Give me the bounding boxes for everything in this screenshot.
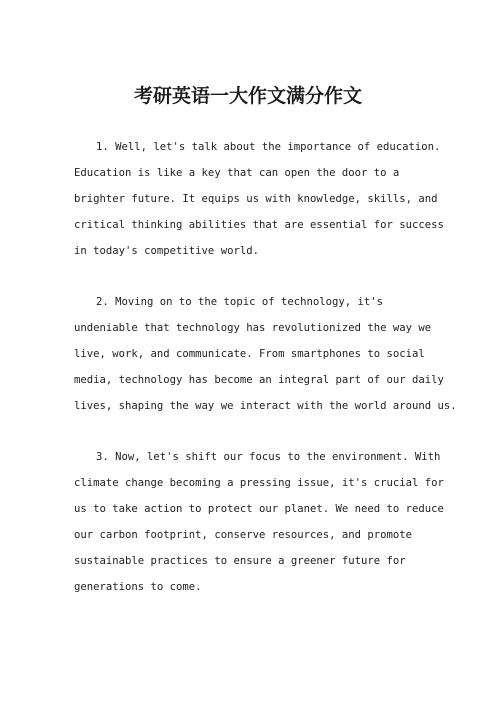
paragraph-line: lives, shaping the way we interact with the world around us. [74, 400, 457, 412]
paragraph-line: generations to come. [74, 581, 202, 593]
paragraph-line: sustainable practices to ensure a greener future for [74, 555, 406, 567]
paragraph-line: 1. Well, let's talk about the importance of education. [96, 141, 441, 153]
paragraph-line: undeniable that technology has revolutionized the way we [74, 322, 432, 334]
paragraph-line: us to take action to protect our planet. We need to reduce [74, 503, 444, 515]
paragraph-line: media, technology has become an integral part of our daily [74, 374, 444, 386]
page-title: 考研英语一大作文满分作文 [133, 85, 362, 107]
paragraph-line: climate change becoming a pressing issue, it's crucial for [74, 477, 444, 489]
paragraph-line: live, work, and communicate. From smartphones to social [74, 348, 425, 360]
paragraph-line: in today's competitive world. [74, 245, 259, 257]
paragraph-line: our carbon footprint, conserve resources, and promote [74, 529, 413, 541]
paragraph-line: Education is like a key that can open the door to a [74, 167, 400, 179]
paragraph-line: brighter future. It equips us with knowledge, skills, and [74, 193, 438, 205]
paragraph-line: 3. Now, let's shift our focus to the environment. With [96, 451, 441, 463]
paragraph-line: critical thinking abilities that are essential for success [74, 219, 444, 231]
paragraph-line: 2. Moving on to the topic of technology, it's [96, 296, 384, 308]
